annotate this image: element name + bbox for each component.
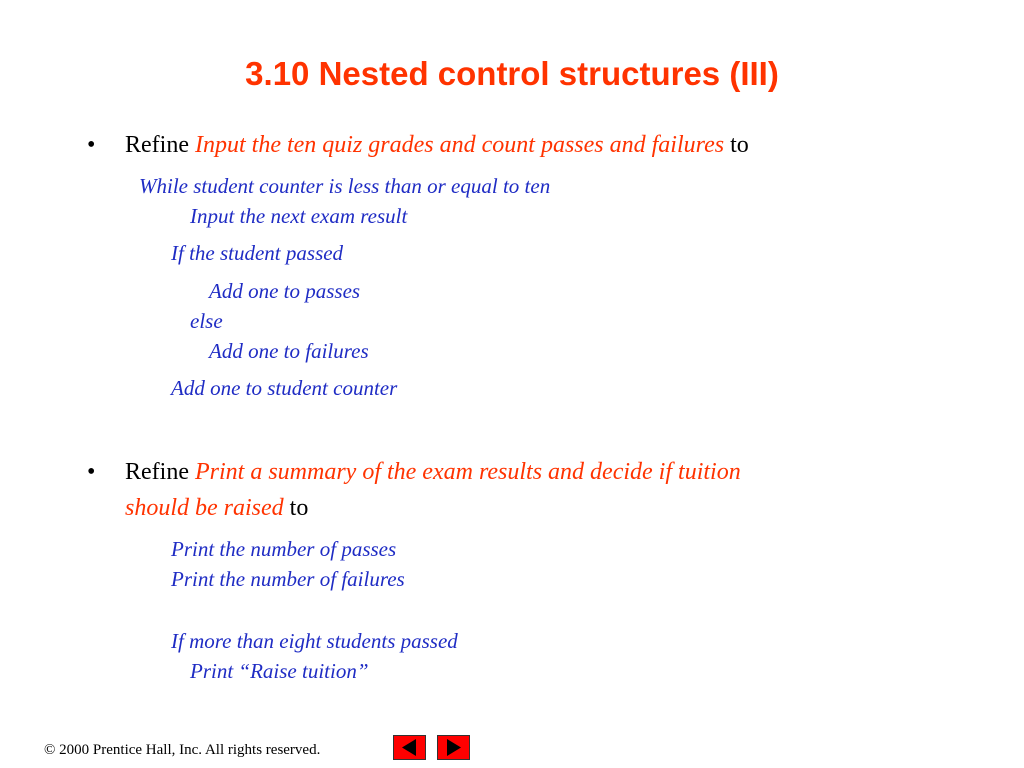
- slide-title: 3.10 Nested control structures (III): [245, 55, 779, 92]
- bullet-2-highlight-line1: Print a summary of the exam results and decide if tuition: [194, 459, 741, 485]
- pseudo1-line-add-passes: Add one to passes: [209, 279, 361, 303]
- bullet-1: [125, 128, 749, 162]
- copyright-symbol: ©: [44, 742, 56, 758]
- pseudo2-line-print-passes: Print the number of passes: [171, 537, 397, 561]
- bullet-2-dot: •: [87, 459, 96, 485]
- arrow-left-icon: [394, 736, 425, 759]
- pseudo1-line-if: If the student passed: [171, 241, 344, 265]
- bullet-2-line2: [125, 491, 308, 525]
- bullet-2-highlight-line2: should be raised: [125, 495, 284, 521]
- copyright-text: 2000 Prentice Hall, Inc. All rights reserved.: [55, 742, 321, 758]
- bullet-2-line1: [125, 455, 741, 489]
- bullet-2-prefix: Refine: [125, 459, 195, 485]
- pseudo2-line-print-raise: Print “Raise tuition”: [190, 659, 369, 683]
- pseudo1-line-add-failures: Add one to failures: [209, 339, 369, 363]
- previous-slide-button[interactable]: [393, 735, 426, 760]
- pseudo1-line-add-counter: Add one to student counter: [171, 376, 398, 400]
- arrow-right-icon: [438, 736, 469, 759]
- bullet-1-prefix: Refine: [125, 132, 195, 158]
- next-slide-button[interactable]: [437, 735, 470, 760]
- bullet-2-suffix: to: [283, 495, 309, 521]
- pseudo2-line-if-more: If more than eight students passed: [171, 629, 458, 653]
- copyright-footer: [44, 740, 320, 760]
- bullet-1-dot: •: [87, 132, 96, 158]
- pseudo2-line-print-failures: Print the number of failures: [171, 567, 405, 591]
- bullet-1-suffix: to: [724, 132, 749, 158]
- pseudo1-line-while: While student counter is less than or equal to ten: [139, 174, 551, 198]
- pseudo1-line-else: else: [190, 309, 223, 333]
- pseudo1-line-input: Input the next exam result: [190, 204, 408, 228]
- bullet-1-highlight: Input the ten quiz grades and count passes and failures: [194, 132, 725, 158]
